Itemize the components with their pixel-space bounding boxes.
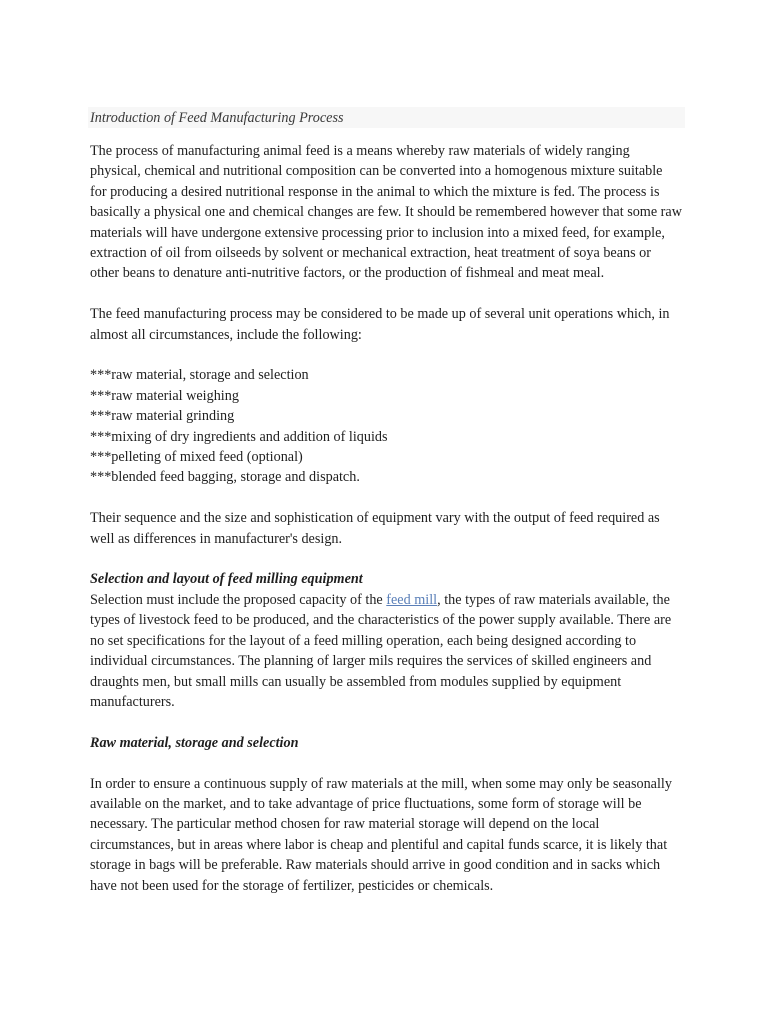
list-item: ***raw material grinding <box>90 408 235 425</box>
document-page <box>90 107 682 896</box>
document-title: Introduction of Feed Manufacturing Process <box>90 110 344 126</box>
list-item: ***pelleting of mixed feed (optional) <box>90 449 303 466</box>
raw-material-paragraph: In order to ensure a continuous supply of raw materials at the mill, when some may only be seasonally available on the market, and to take advantage of price fluctuations, some form of storage will be necessary. The particular method chosen for raw material storage will depend on the local circumstances, but in areas where labor is cheap and plentiful and capital funds scarce, it is likely that storage in bags will be preferable. Raw materials should arrive in good condition and in sacks which have not been used for the storage of fertilizer, pesticides or chemicals. <box>90 775 672 894</box>
operations-intro-paragraph: The feed manufacturing process may be considered to be made up of several unit operations which, in almost all circumstances, include the following: <box>90 306 670 343</box>
intro-paragraph: The process of manufacturing animal feed is a means whereby raw materials of widely ranging physical, chemical and nutritional composition can be converted into a homogenous mixture suitable for producing a desired nutritional response in the animal to which the mixture is fed. The process is basically a physical one and chemical changes are few. It should be remembered however that some raw materials will have undergone extensive processing prior to inclusion into a mixed feed, for example, extraction of oil from oilseeds by solvent or mechanical extraction, heat treatment of soya beans or other beans to denature anti-nutritive factors, or the production of fishmeal and meat meal. <box>90 143 682 282</box>
feed-mill-link[interactable]: feed mill <box>386 591 438 608</box>
selection-paragraph <box>90 590 682 712</box>
operations-list <box>90 365 682 487</box>
selection-text-after-link: , the types of raw materials available, the types of livestock feed to be produced, and the characteristics of the power supply available. There are no set specifications for the layout of a feed milling operation, each being designed according to individual circumstances. The planning of larger mils requires the services of skilled engineers and draughts men, but small mills can usually be assembled from modules supplied by equipment manufacturers. <box>90 591 672 710</box>
list-item: ***raw material weighing <box>90 387 239 404</box>
list-item: ***raw material, storage and selection <box>90 367 309 384</box>
selection-heading: Selection and layout of feed milling equipment <box>90 571 363 588</box>
list-item: ***blended feed bagging, storage and dispatch. <box>90 469 360 486</box>
selection-text-before-link: Selection must include the proposed capacity of the <box>90 591 387 608</box>
raw-material-heading: Raw material, storage and selection <box>90 734 299 751</box>
sequence-paragraph: Their sequence and the size and sophistication of equipment vary with the output of feed required as well as differences in manufacturer's design. <box>90 510 660 547</box>
list-item: ***mixing of dry ingredients and addition of liquids <box>90 428 388 445</box>
title-bar <box>88 107 685 128</box>
